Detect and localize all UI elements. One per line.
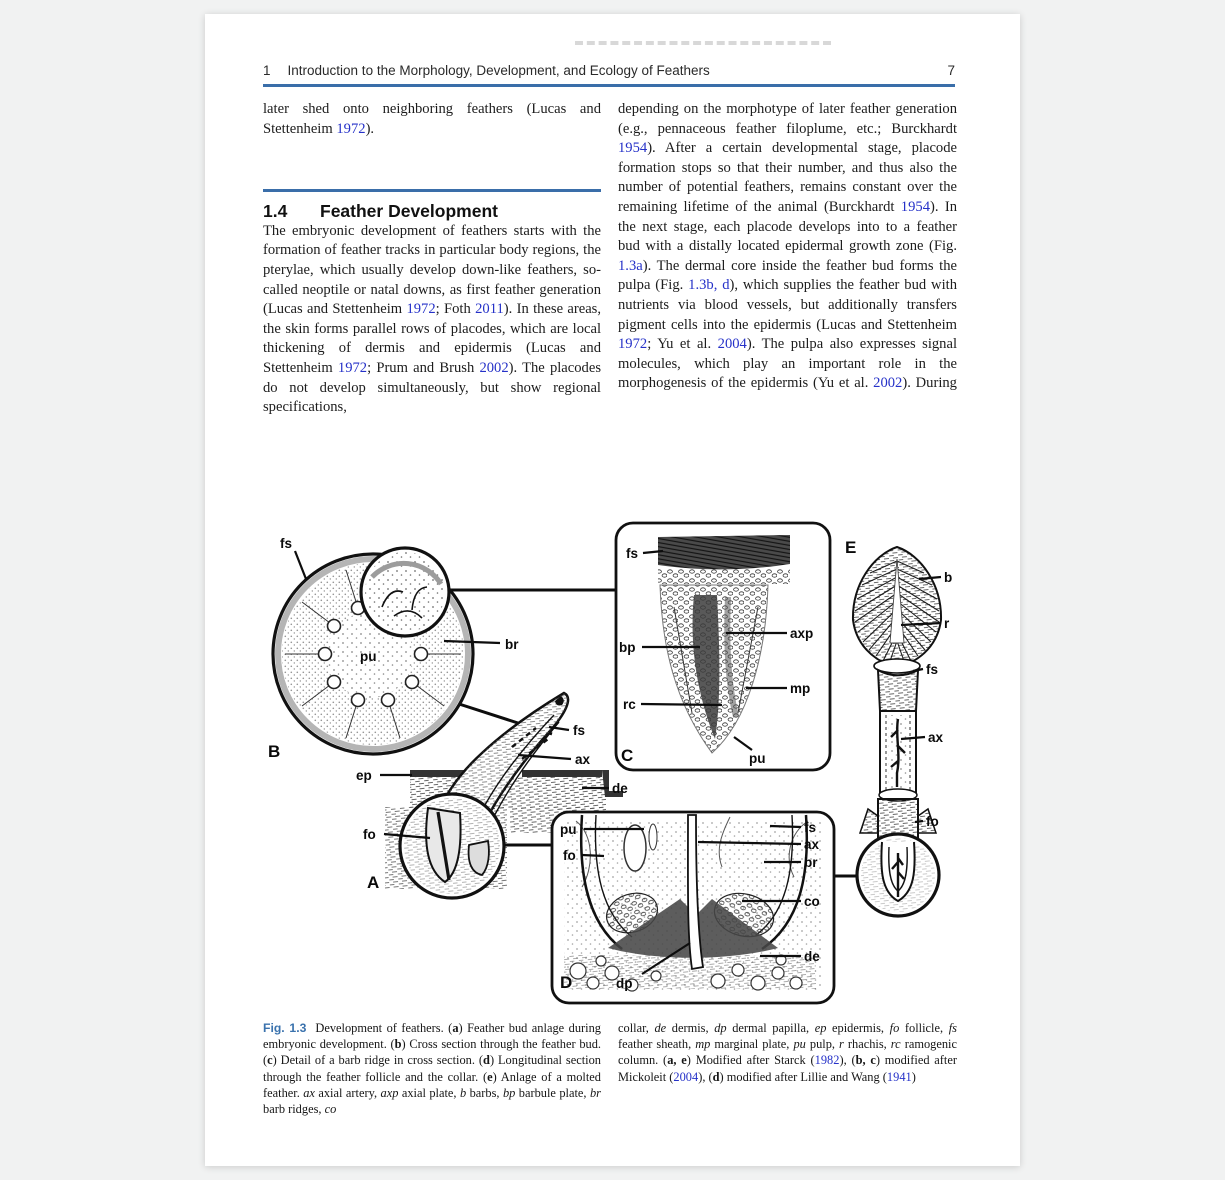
text-segment: ) Modified after Starck ( xyxy=(686,1053,815,1068)
label-d-fs: fs xyxy=(804,820,817,835)
text-segment: dp xyxy=(714,1021,727,1035)
citation-link[interactable]: 2002 xyxy=(479,359,509,376)
text-segment: rc xyxy=(890,1037,901,1052)
text-segment: ). After a certain developmental stage, placode formation stops so that their number, and thus also the number of potential feathers, remains constant over the remaining lifetime of the animal (Burckhardt xyxy=(618,140,957,215)
text-segment: ). The dermal core inside the feather bud forms the pulpa (Fig. xyxy=(618,257,957,294)
text-segment: ax xyxy=(303,1085,315,1100)
paragraph xyxy=(618,100,957,394)
citation-link[interactable]: 2002 xyxy=(873,375,903,392)
text-segment: axial plate, xyxy=(398,1085,460,1100)
label-c-mp: mp xyxy=(790,681,811,696)
chapter-number: 1 xyxy=(263,63,271,78)
label-a-fo: fo xyxy=(363,827,376,842)
label-d-br: br xyxy=(804,855,818,870)
text-segment: br xyxy=(589,1085,601,1100)
text-segment: ) Longitudinal section through the feather follicle and the collar. ( xyxy=(263,1053,602,1084)
paragraph xyxy=(263,100,601,139)
citation-link[interactable]: 1.3a xyxy=(618,257,643,274)
text-segment: mp xyxy=(695,1037,711,1052)
text-segment: axial artery, xyxy=(314,1085,381,1100)
citation-link[interactable]: 1972 xyxy=(406,301,436,318)
panel-e-drawing xyxy=(845,538,952,916)
text-segment: d xyxy=(483,1053,490,1068)
label-a-fs: fs xyxy=(573,723,586,738)
citation-link[interactable]: 1941 xyxy=(886,1069,912,1084)
paragraph xyxy=(263,222,601,418)
text-segment: ) xyxy=(911,1069,916,1084)
text-segment: ; Yu et al. xyxy=(647,336,718,353)
section-rule xyxy=(263,189,601,192)
text-segment: ; Prum and Brush xyxy=(367,359,480,376)
text-segment: ). The pulpa also expresses signal molecules, which play an important role in the morphogenesis of the epidermis (Yu et al. xyxy=(618,336,958,392)
text-segment: depending on the morphotype of later feather generation (e.g., pennaceous feather filoplume, etc.; Burckhardt xyxy=(618,101,957,137)
text-segment: ep xyxy=(814,1021,827,1035)
figure-caption-right xyxy=(618,1020,957,1085)
text-segment: ) Anlage of a molted feather. xyxy=(263,1069,601,1100)
label-c-axp: axp xyxy=(790,626,814,641)
text-segment: barbs, xyxy=(466,1085,503,1100)
citation-link[interactable]: 1972 xyxy=(618,336,648,353)
text-segment: a, e xyxy=(667,1053,687,1068)
text-segment: ) modified after Lillie and Wang ( xyxy=(719,1069,887,1084)
text-segment: ) Detail of a barb ridge in cross section. ( xyxy=(272,1053,484,1068)
text-segment: ; Foth xyxy=(435,301,476,318)
label-a-ep: ep xyxy=(356,768,372,783)
text-segment: fo xyxy=(889,1021,900,1035)
citation-link[interactable]: 1972 xyxy=(337,359,368,376)
label-d-fo: fo xyxy=(563,848,576,863)
text-segment: ), which supplies the feather bud with nutrients via blood vessels, but additionally transfers pigment cells into the epidermis (Lucas and Stettenheim xyxy=(618,277,958,333)
citation-link[interactable]: 2004 xyxy=(673,1069,699,1084)
text-segment: ). During xyxy=(902,375,957,392)
label-d-de: de xyxy=(804,949,820,964)
caption-text xyxy=(618,1021,957,1084)
panel-letter-e: E xyxy=(845,538,857,557)
text-segment: r xyxy=(839,1037,844,1052)
citation-link[interactable]: 1.3b, d xyxy=(688,277,730,294)
text-segment: d xyxy=(712,1069,720,1084)
text-segment: epidermis, xyxy=(826,1021,890,1035)
label-c-fs: fs xyxy=(626,546,639,561)
label-c-rc: rc xyxy=(623,697,636,712)
text-segment: ). The placodes do not develop simultaneously, but show regional specifications, xyxy=(263,359,601,416)
section-number: 1.4 xyxy=(263,201,288,222)
panel-letter-c: C xyxy=(621,746,634,765)
citation-link[interactable]: 2004 xyxy=(717,336,747,353)
panel-c-drawing xyxy=(616,523,830,770)
citation-link[interactable]: 1954 xyxy=(618,140,648,157)
text-segment: pu xyxy=(793,1037,806,1052)
text-segment: follicle, xyxy=(899,1021,949,1035)
panel-d-drawing xyxy=(552,812,834,1003)
section-heading xyxy=(263,202,601,222)
text-segment: dermis, xyxy=(666,1021,715,1035)
text-segment: Development of feathers. ( xyxy=(315,1021,453,1035)
text-segment: barb ridges, xyxy=(263,1102,325,1117)
text-segment: ). In the next stage, each placode develops into to a feather bud with a distally located epidermal growth zone (Fig. xyxy=(618,198,957,255)
text-segment: a xyxy=(452,1021,459,1035)
running-header xyxy=(263,63,955,78)
label-c-pu: pu xyxy=(749,751,766,766)
label-e-b: b xyxy=(944,570,953,585)
book-page xyxy=(205,14,1020,1166)
text-segment: ), ( xyxy=(839,1053,856,1068)
text-segment: ), ( xyxy=(698,1069,713,1084)
figure-caption-label: Fig. 1.3 xyxy=(263,1021,307,1035)
text-segment: c xyxy=(267,1053,273,1068)
text-segment: axp xyxy=(380,1085,399,1100)
label-d-ax: ax xyxy=(804,837,820,852)
label-e-fo: fo xyxy=(926,814,939,829)
label-d-pu: pu xyxy=(560,822,577,837)
label-e-fs: fs xyxy=(926,662,939,677)
panel-b-drawing xyxy=(268,536,519,761)
section-title: Feather Development xyxy=(320,201,498,222)
text-segment: b xyxy=(459,1085,467,1100)
text-segment: bp xyxy=(502,1085,516,1100)
right-column xyxy=(618,100,957,394)
figure-1-3 xyxy=(260,515,975,1012)
left-column xyxy=(263,100,601,418)
label-a-ax: ax xyxy=(575,752,591,767)
figure-caption-left xyxy=(263,1020,601,1117)
text-segment: e xyxy=(487,1069,493,1084)
scan-artifact xyxy=(575,41,831,45)
text-segment: co xyxy=(324,1102,337,1117)
panel-letter-d: D xyxy=(560,973,573,992)
text-segment: pulp, xyxy=(805,1037,840,1052)
page-number: 7 xyxy=(947,63,955,78)
header-rule xyxy=(263,84,955,87)
label-b-fs: fs xyxy=(280,536,293,551)
text-segment: ). In these areas, the skin forms parallel rows of placodes, which are local thickening of dermis and epidermis (Lucas and Stettenheim xyxy=(263,301,601,376)
text-segment: ramogenic column. ( xyxy=(618,1037,957,1068)
citation-link[interactable]: 2011 xyxy=(475,301,504,318)
citation-link[interactable]: 1954 xyxy=(900,198,930,215)
label-e-r: r xyxy=(944,616,950,631)
caption-text xyxy=(263,1021,601,1116)
label-d-dp: dp xyxy=(616,976,633,991)
text-segment: ) Cross section through the feather bud. ( xyxy=(263,1037,602,1068)
text-segment: marginal plate, xyxy=(710,1037,794,1052)
label-d-co: co xyxy=(804,894,820,909)
text-segment: ). xyxy=(365,120,375,137)
citation-link[interactable]: 1972 xyxy=(336,120,366,137)
text-segment: The embryonic development of feathers starts with the formation of feather tracks in particular body regions, the pterylae, which usually develop down-like feathers, so-called neoptile or natal downs, as first feather generation (Lucas and Stettenheim xyxy=(263,222,601,318)
text-segment: barbule plate, xyxy=(515,1085,590,1100)
text-segment: b xyxy=(394,1037,402,1052)
label-b-pu: pu xyxy=(360,649,377,664)
text-segment: fs xyxy=(948,1021,957,1035)
text-segment: feather sheath, xyxy=(618,1037,696,1052)
text-segment: ) Feather bud anlage during embryonic development. ( xyxy=(263,1021,601,1052)
text-segment: b, c xyxy=(855,1053,876,1068)
text-segment: dermal papilla, xyxy=(726,1021,815,1035)
text-segment: later shed onto neighboring feathers (Lucas and Stettenheim xyxy=(263,101,601,137)
text-segment: rhachis, xyxy=(843,1037,891,1052)
label-b-br: br xyxy=(505,637,519,652)
label-a-de: de xyxy=(612,781,628,796)
label-e-ax: ax xyxy=(928,730,944,745)
citation-link[interactable]: 1982 xyxy=(814,1053,840,1068)
panel-letter-a: A xyxy=(367,873,380,892)
text-segment: ) modified after Mickoleit ( xyxy=(618,1053,957,1084)
label-c-bp: bp xyxy=(619,640,636,655)
panel-letter-b: B xyxy=(268,742,281,761)
text-segment: collar, xyxy=(618,1021,655,1035)
running-title: Introduction to the Morphology, Development, and Ecology of Feathers xyxy=(287,63,710,78)
text-segment: de xyxy=(654,1021,667,1035)
